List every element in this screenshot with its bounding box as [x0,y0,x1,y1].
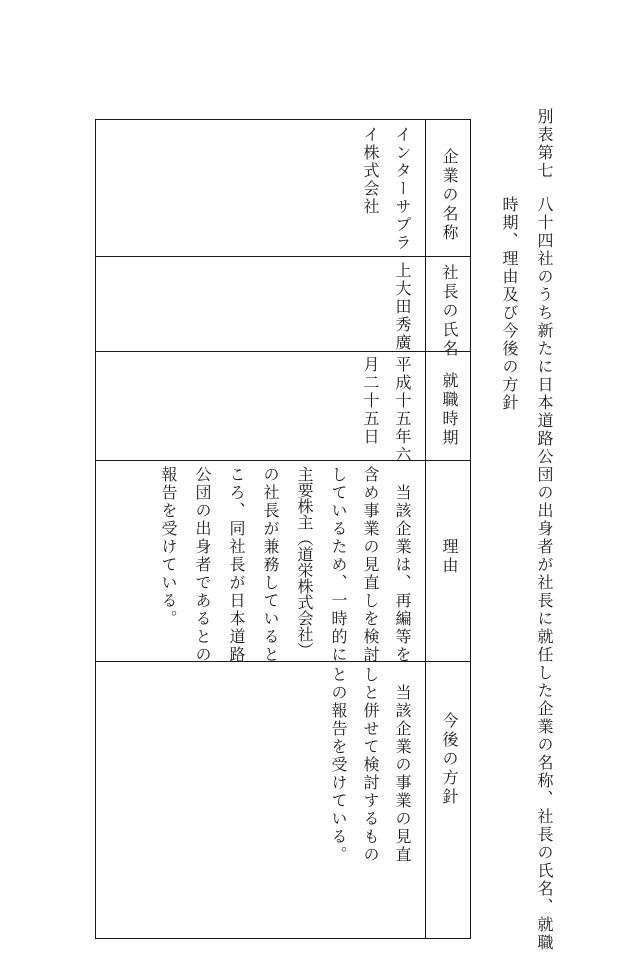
company-name-line-1: インターサプラ [393,126,412,252]
reason-line-6: ころ、同社長が日本道路 [227,466,246,664]
document-heading-continuation: 時期、理由及び今後の方針 [500,196,519,412]
row-divider-1 [95,256,471,257]
policy-line-1: 当該企業の事業の見直 [393,666,412,864]
header-president-name: 社長の氏名 [440,264,459,359]
reason-line-3: しているため、一時的に [329,466,348,664]
employment-time-line-1: 平成十五年六 [393,356,412,464]
document-heading: 八十四社のうち新たに日本道路公団の出身者が社長に就任した企業の名称、社長の氏名、就職 [535,196,554,952]
header-policy: 今後の方針 [440,712,459,807]
policy-line-2: しと併せて検討するもの [361,666,380,864]
reason-line-5: の社長が兼務していると [261,466,280,664]
policy-line-3: との報告を受けている。 [329,666,348,864]
header-employment-time: 就職時期 [440,372,459,448]
reason-line-1: 当該企業は、再編等を [393,466,412,664]
document-label: 別表第七 [535,108,554,180]
reason-line-4: 主要株主（道栄株式会社） [295,466,314,658]
header-company-name: 企業の名称 [440,148,459,243]
reason-line-7: 公団の出身者であるとの [193,466,212,664]
president-name: 上大田秀廣 [393,262,412,352]
reason-line-8: 報告を受けている。 [159,466,178,628]
header-reason: 理由 [440,538,459,576]
reason-line-2: 含め事業の見直しを検討 [361,466,380,664]
employment-time-line-2: 月二十五日 [361,356,380,446]
company-name-line-2: イ株式会社 [361,126,380,216]
header-column-divider [425,119,426,939]
